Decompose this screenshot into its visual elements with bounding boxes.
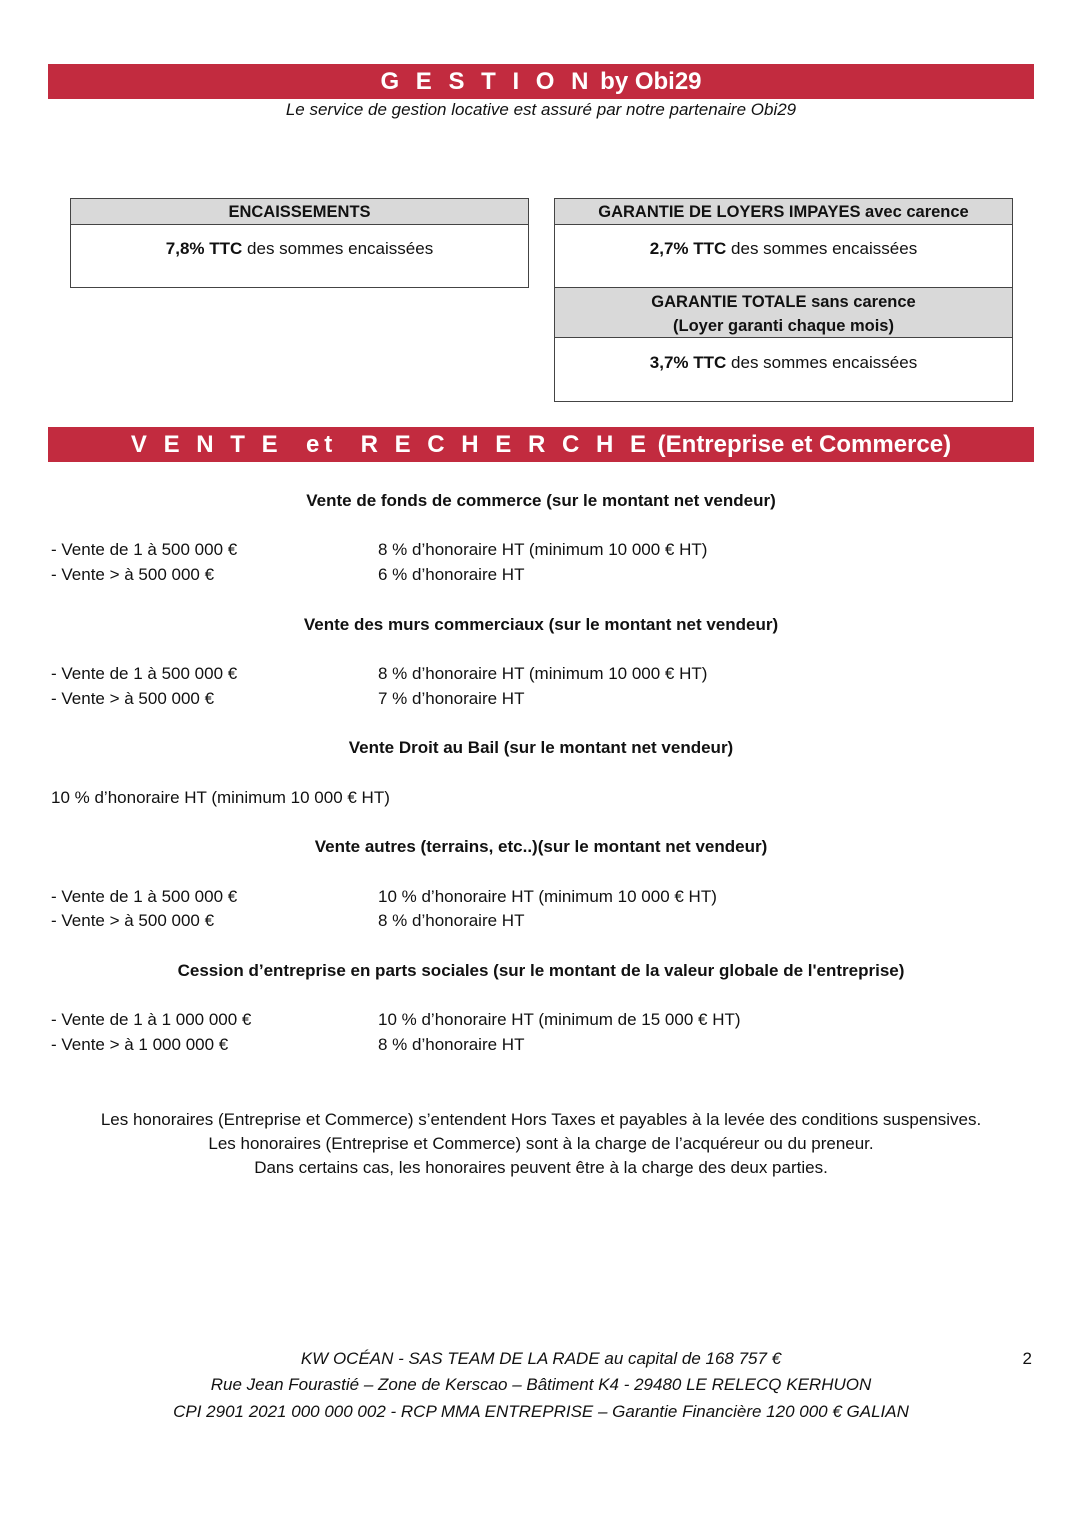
garantie-box (554, 198, 1013, 402)
fee-row-value: 8 % d’honoraire HT (minimum 10 000 € HT) (378, 664, 708, 683)
garantie-carence-header (555, 199, 1012, 225)
section-fonds-commerce-title: Vente de fonds de commerce (sur le montant net vendeur) (306, 491, 776, 510)
gestion-banner-title: G E S T I O N (380, 68, 594, 95)
vente-banner-title: V E N T E et R E C H E R C H E (130, 431, 651, 458)
fee-row-value: 7 % d’honoraire HT (378, 689, 525, 708)
fee-row-value: 8 % d’honoraire HT (378, 911, 525, 930)
garantie-totale-header-bold: GARANTIE TOTALE (651, 293, 807, 311)
fee-row-value: 10 % d’honoraire HT (minimum de 15 000 € HT) (378, 1010, 741, 1029)
fee-row-label: - Vente > à 500 000 € (51, 689, 215, 708)
note-deux-parties: Dans certains cas, les honoraires peuvent être à la charge des deux parties. (254, 1158, 828, 1177)
garantie-totale-header-rest: sans carence (806, 293, 916, 311)
fee-row-value: 8 % d’honoraire HT (378, 1035, 525, 1054)
encaissements-rate-desc: des sommes encaissées (242, 239, 434, 258)
section-droit-au-bail-title: Vente Droit au Bail (sur le montant net vendeur) (348, 738, 734, 757)
fee-row-label: - Vente de 1 à 1 000 000 € (51, 1010, 252, 1029)
garantie-totale-header-line2: (Loyer garanti chaque mois) (673, 317, 894, 335)
fee-row-label: - Vente > à 500 000 € (51, 911, 215, 930)
encaissements-box (70, 198, 529, 288)
fee-row-label: - Vente de 1 à 500 000 € (51, 664, 238, 683)
garantie-totale-rate-desc: des sommes encaissées (726, 353, 918, 372)
vente-banner-subtitle: (Entreprise et Commerce) (650, 431, 952, 458)
note-hors-taxes: Les honoraires (Entreprise et Commerce) s’entendent Hors Taxes et payables à la levée des conditions suspensives. (100, 1110, 982, 1129)
garantie-carence-header-rest: avec carence (860, 203, 969, 221)
fee-row-label: - Vente > à 500 000 € (51, 565, 215, 584)
vente-banner (48, 427, 1034, 462)
footer-registration: CPI 2901 2021 000 000 002 - RCP MMA ENTREPRISE – Garantie Financière 120 000 € GALIAN (173, 1402, 909, 1421)
fee-row-label: - Vente de 1 à 500 000 € (51, 540, 238, 559)
fee-row-value: 8 % d’honoraire HT (minimum 10 000 € HT) (378, 540, 708, 559)
section-murs-commerciaux-title: Vente des murs commerciaux (sur le montant net vendeur) (303, 615, 779, 634)
section-cession-entreprise-title: Cession d’entreprise en parts sociales (sur le montant de la valeur globale de l'entreprise) (177, 961, 905, 980)
footer-address: Rue Jean Fourastié – Zone de Kerscao – Bâtiment K4 - 29480 LE RELECQ KERHUON (210, 1375, 872, 1394)
fee-row-value: 6 % d’honoraire HT (378, 565, 525, 584)
garantie-carence-rate: 2,7% TTC (649, 239, 727, 258)
garantie-carence-header-bold: GARANTIE DE LOYERS IMPAYES (598, 203, 861, 221)
garantie-totale-header (555, 288, 1012, 338)
footer-company: KW OCÉAN - SAS TEAM DE LA RADE au capital de 168 757 € (300, 1349, 782, 1368)
gestion-banner-partner: by Obi29 (593, 68, 702, 95)
garantie-totale-value (555, 338, 1012, 373)
fee-row-value: 10 % d’honoraire HT (minimum 10 000 € HT) (378, 887, 717, 906)
fee-row-value: 10 % d’honoraire HT (minimum 10 000 € HT) (51, 788, 390, 807)
encaissements-value (71, 225, 528, 259)
fee-row-label: - Vente de 1 à 500 000 € (51, 887, 238, 906)
garantie-carence-value (555, 225, 1012, 288)
garantie-totale-rate: 3,7% TTC (649, 353, 727, 372)
fee-row-label: - Vente > à 1 000 000 € (51, 1035, 229, 1054)
encaissements-header: ENCAISSEMENTS (71, 199, 528, 225)
section-vente-autres-title: Vente autres (terrains, etc..)(sur le montant net vendeur) (314, 837, 768, 856)
garantie-carence-rate-desc: des sommes encaissées (726, 239, 918, 258)
page-number: 2 (1022, 1349, 1032, 1368)
gestion-subtitle: Le service de gestion locative est assuré par notre partenaire Obi29 (285, 100, 797, 119)
gestion-banner (48, 64, 1034, 99)
note-charge-acquereur: Les honoraires (Entreprise et Commerce) sont à la charge de l’acquéreur ou du preneur. (208, 1134, 874, 1153)
encaissements-rate: 7,8% TTC (165, 239, 243, 258)
